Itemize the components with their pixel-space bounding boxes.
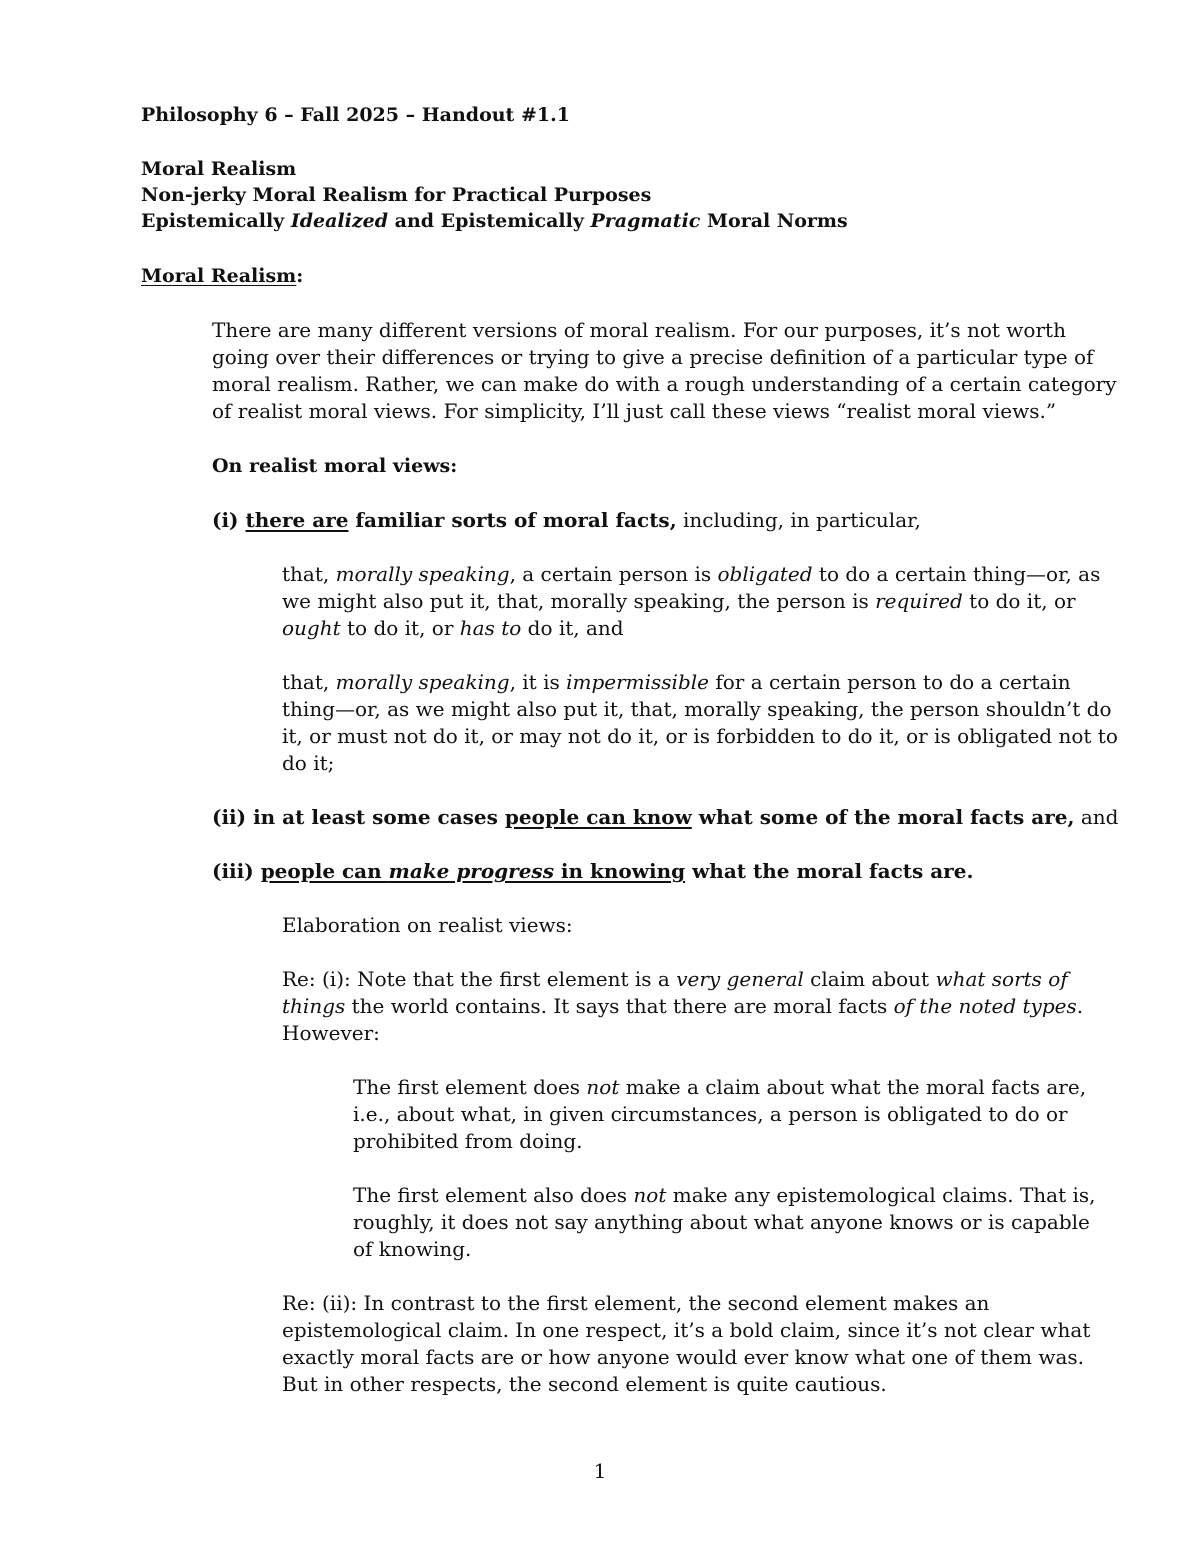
re-i-sub2-line: of knowing.	[353, 1237, 472, 1261]
text-run: not	[586, 1075, 620, 1099]
text-run: that,	[282, 670, 336, 694]
text-run: morally speaking	[335, 670, 510, 694]
text-run: and	[1074, 805, 1119, 829]
re-i-sub1-line: prohibited from doing.	[353, 1129, 583, 1153]
text-run: that,	[282, 562, 336, 586]
text-run: to do it, or	[340, 616, 460, 640]
text-run: what sorts of	[935, 967, 1068, 991]
elaboration-heading: Elaboration on realist views:	[282, 913, 573, 937]
text-run: obligated	[717, 562, 813, 586]
re-ii-line: Re: (ii): In contrast to the first element, the second element makes an	[282, 1291, 990, 1315]
text-run: , a certain person is	[509, 562, 718, 586]
re-ii-line: But in other respects, the second element is quite cautious.	[282, 1372, 887, 1396]
item-iii	[212, 858, 973, 885]
intro-line: going over their differences or trying to give a precise definition of a particular type of	[212, 345, 1094, 369]
text-run: we might also put it, that, morally speaking, the person is	[282, 589, 876, 613]
text-run: required	[875, 589, 963, 613]
text-run: very general	[676, 967, 804, 991]
intro-line: moral realism. Rather, we can make do with a rough understanding of a certain category	[212, 372, 1117, 396]
topic-norms-part: and Epistemically	[388, 210, 591, 232]
text-run: of the noted types	[893, 994, 1077, 1018]
item-i-rest: including, in particular,	[676, 508, 921, 532]
item-ii-people-can-know: people can know	[504, 805, 692, 829]
text-run: make any epistemological claims. That is,	[666, 1183, 1096, 1207]
topic-norms-idealized: Idealized	[290, 210, 389, 232]
text-run: the world contains. It says that there are moral facts	[345, 994, 894, 1018]
text-run: has to	[459, 616, 522, 640]
text-run: make a claim about what the moral facts are,	[619, 1075, 1087, 1099]
topic-norms-part: Epistemically	[141, 210, 291, 232]
re-i-line: However:	[282, 1021, 380, 1045]
text-run: (ii) in at least some cases	[212, 805, 505, 829]
views-heading: On realist moral views:	[212, 455, 458, 477]
topic-norms	[141, 208, 848, 235]
text-run: claim about	[803, 967, 936, 991]
re-i-sub2-line	[353, 1182, 1096, 1209]
topic-norms-part: Moral Norms	[700, 210, 848, 232]
text-run: do it, and	[521, 616, 624, 640]
text-run: .	[1076, 994, 1084, 1018]
topic-norms-pragmatic: Pragmatic	[590, 210, 701, 232]
impermissible-line	[282, 669, 1071, 696]
item-i-there-are: there are	[245, 508, 349, 532]
text-run: The first element does	[353, 1075, 587, 1099]
section-heading-colon: :	[296, 265, 304, 287]
handout-title: Philosophy 6 – Fall 2025 – Handout #1.1	[141, 104, 570, 126]
page-number: 1	[593, 1459, 607, 1483]
text-run: what some of the moral facts are,	[691, 805, 1075, 829]
topic-moral-realism: Moral Realism	[141, 158, 297, 180]
re-ii-line: exactly moral facts are or how anyone would ever know what one of them was.	[282, 1345, 1084, 1369]
item-iii-make-progress: make progress	[388, 859, 554, 883]
text-run: Re: (i): Note that the first element is a	[282, 967, 677, 991]
text-run: morally speaking	[335, 562, 510, 586]
obligation-line	[282, 615, 624, 642]
item-i-moral-facts: familiar sorts of moral facts,	[348, 508, 677, 532]
topic-non-jerky: Non-jerky Moral Realism for Practical Purposes	[141, 184, 652, 206]
text-run: in knowing	[553, 859, 686, 883]
text-run: to do a certain thing—or, as	[812, 562, 1101, 586]
re-i-sub1-line: i.e., about what, in given circumstances, a person is obligated to do or	[353, 1102, 1068, 1126]
text-run: to do it, or	[962, 589, 1076, 613]
re-i-sub2-line: roughly, it does not say anything about what anyone knows or is capable	[353, 1210, 1090, 1234]
text-run: not	[633, 1183, 667, 1207]
text-run: , it is	[509, 670, 567, 694]
re-i-sub1-line	[353, 1074, 1086, 1101]
item-ii	[212, 804, 1118, 831]
impermissible-line: do it;	[282, 751, 335, 775]
text-run: ought	[282, 616, 341, 640]
impermissible-line: thing—or, as we might also put it, that, morally speaking, the person shouldn’t do	[282, 697, 1112, 721]
text-run: (iii)	[212, 859, 261, 883]
text-run: impermissible	[566, 670, 709, 694]
re-ii-line: epistemological claim. In one respect, it’s a bold claim, since it’s not clear what	[282, 1318, 1091, 1342]
obligation-line	[282, 588, 1076, 615]
text-run: things	[282, 994, 346, 1018]
item-i	[212, 507, 921, 534]
intro-line: of realist moral views. For simplicity, I’ll just call these views “realist moral views.”	[212, 399, 1057, 423]
text-run: what the moral facts are.	[685, 859, 974, 883]
text-run: people can	[260, 859, 389, 883]
section-heading-text: Moral Realism	[141, 265, 297, 287]
text-run: The first element also does	[353, 1183, 634, 1207]
intro-line: There are many different versions of moral realism. For our purposes, it’s not worth	[212, 318, 1066, 342]
item-i-label: (i)	[212, 508, 246, 532]
re-i-line	[282, 966, 1068, 993]
text-run: for a certain person to do a certain	[708, 670, 1071, 694]
obligation-line	[282, 561, 1100, 588]
re-i-line	[282, 993, 1083, 1020]
impermissible-line: it, or must not do it, or may not do it, or is forbidden to do it, or is obligated not to	[282, 724, 1118, 748]
section-heading	[141, 263, 303, 290]
